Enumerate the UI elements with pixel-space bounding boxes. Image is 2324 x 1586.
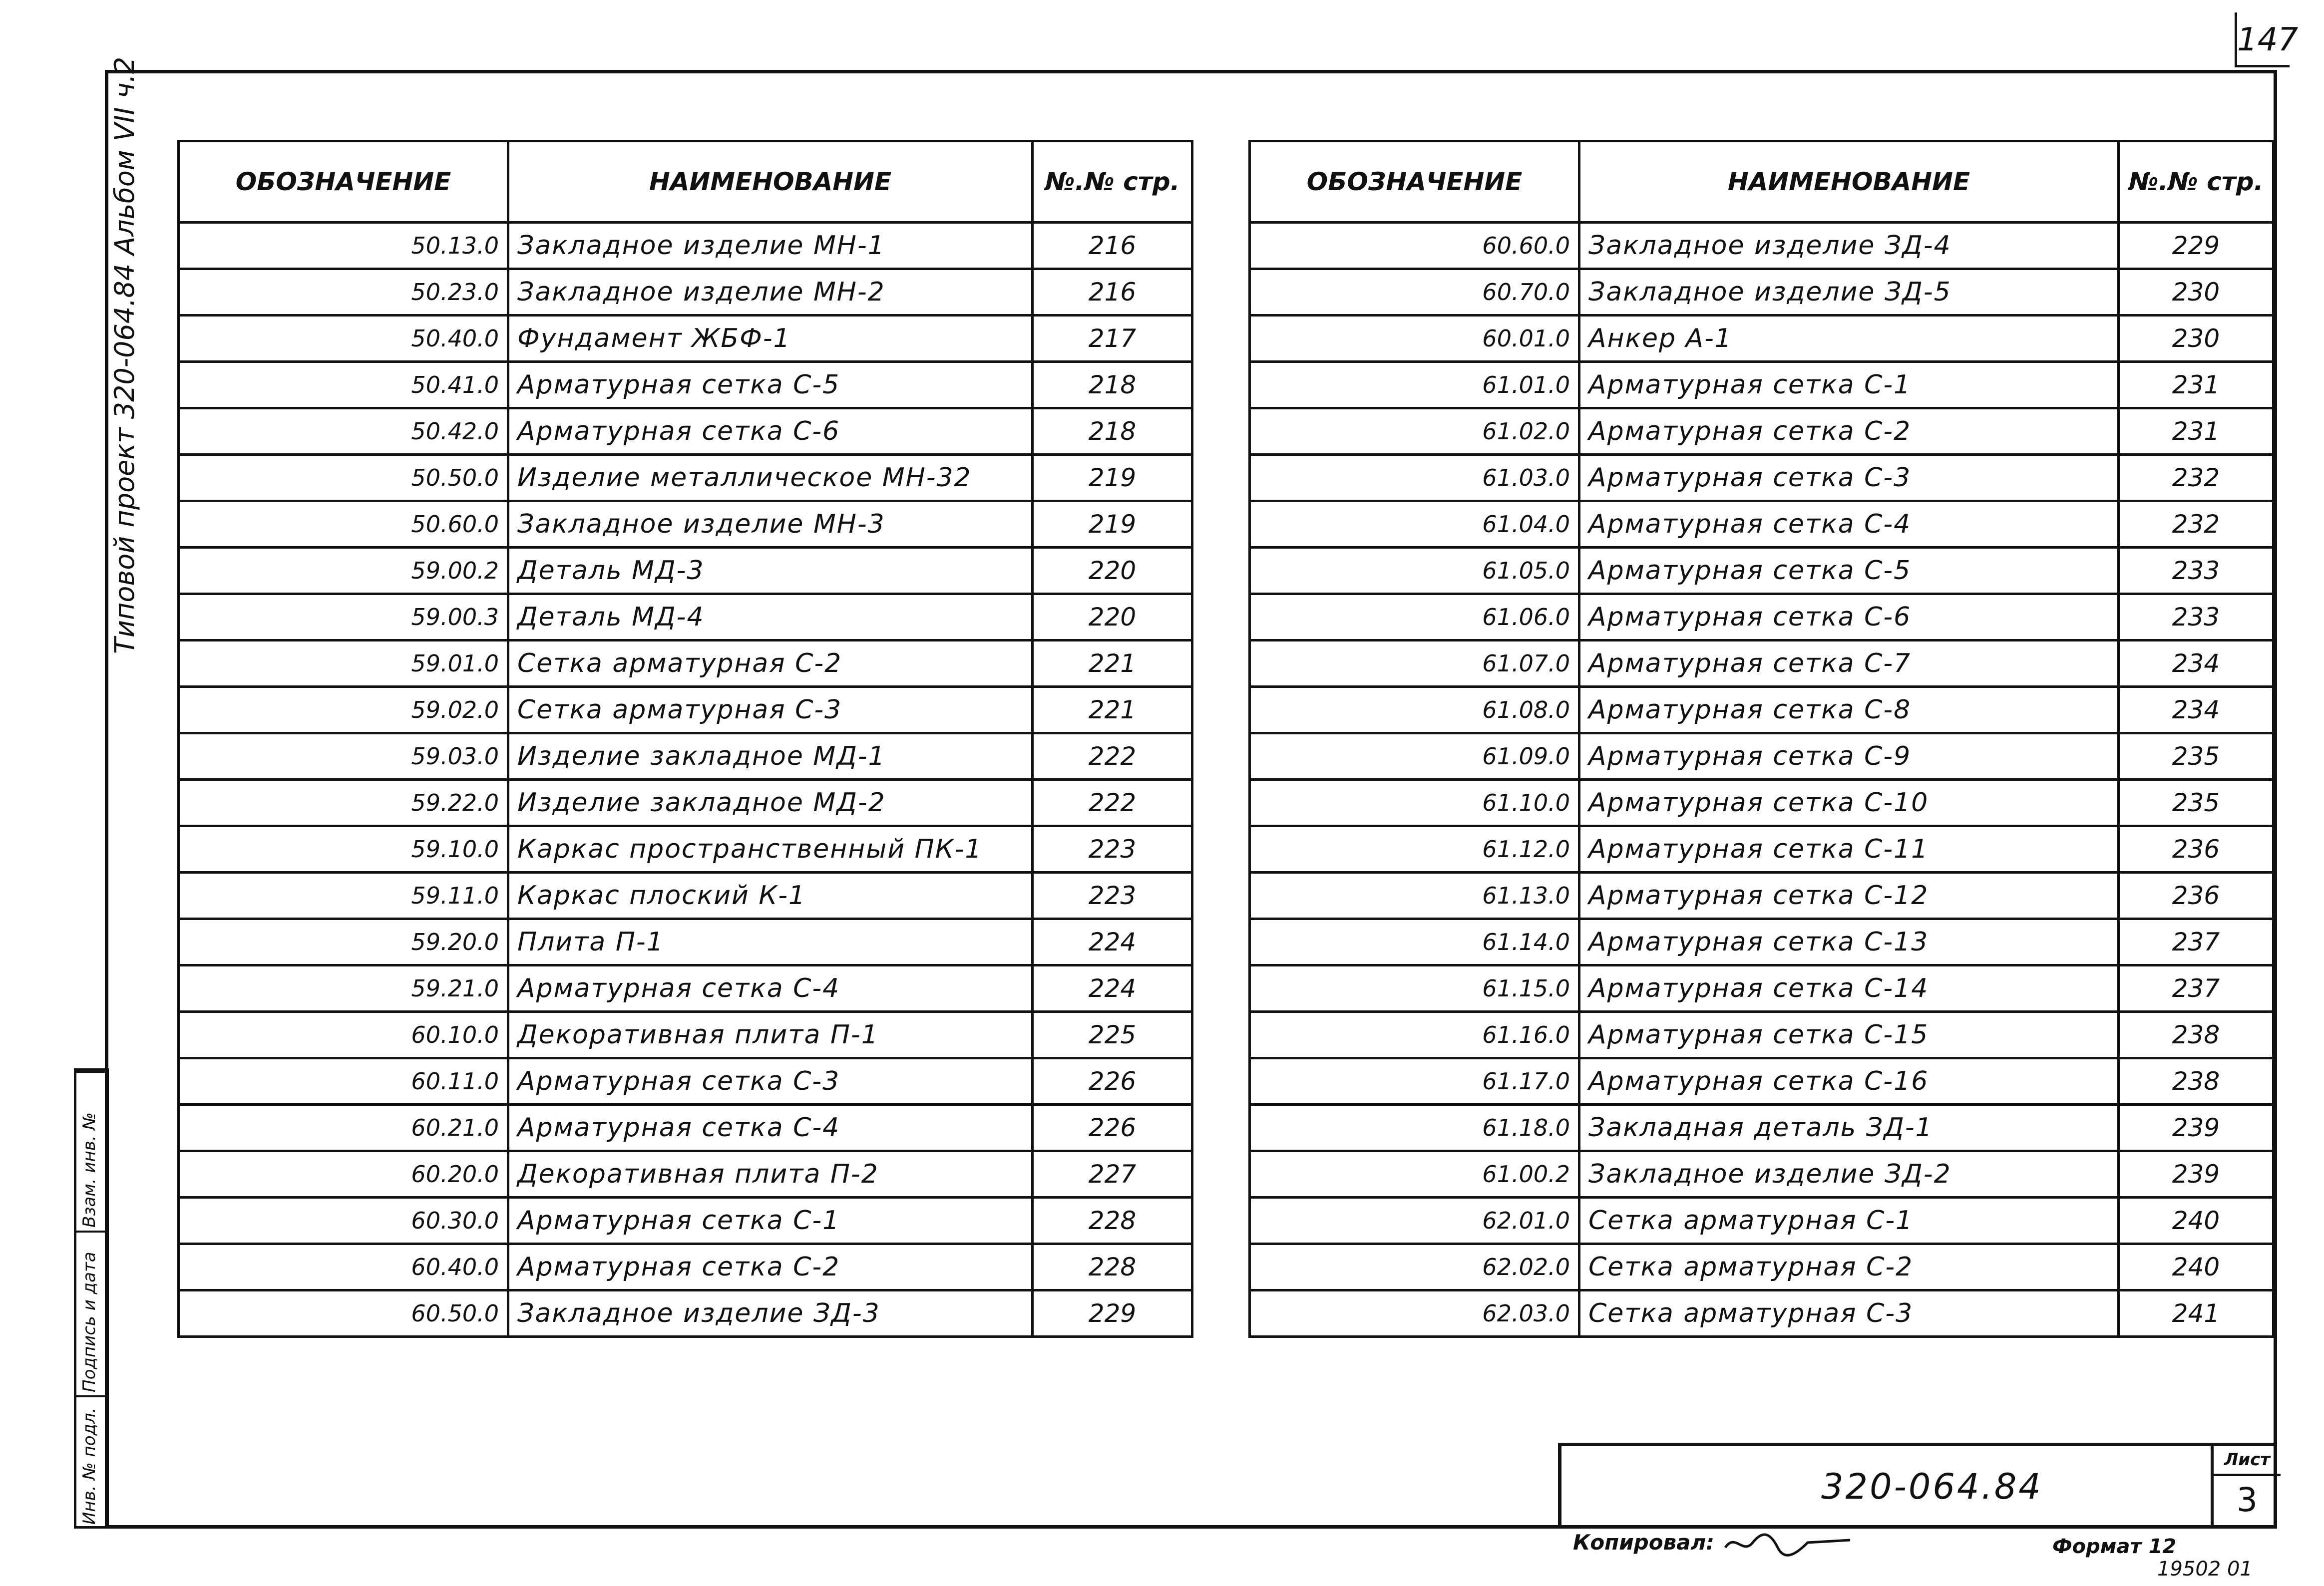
row-code: 59.22.0 (179, 780, 508, 826)
row-name: Арматурная сетка С-2 (1579, 408, 2119, 455)
row-name: Деталь МД-3 (508, 548, 1033, 594)
row-name: Анкер А-1 (1579, 316, 2119, 362)
row-code: 61.14.0 (1250, 919, 1579, 965)
document-code: 320-064.84 (1821, 1466, 2043, 1507)
row-code: 59.02.0 (179, 687, 508, 733)
row-name: Арматурная сетка С-1 (1579, 362, 2119, 408)
archive-number: 19502 01 (2157, 1558, 2253, 1581)
row-code: 61.15.0 (1250, 965, 1579, 1012)
table-row (1250, 408, 2274, 455)
row-page: 231 (2119, 362, 2274, 408)
table-row (179, 826, 1192, 873)
sheet-format: Формат 12 (2052, 1535, 2177, 1558)
table-row (179, 594, 1192, 640)
row-name: Арматурная сетка С-16 (1579, 1058, 2119, 1105)
row-code: 61.17.0 (1250, 1058, 1579, 1105)
row-name: Деталь МД-4 (508, 594, 1033, 640)
row-name: Арматурная сетка С-12 (1579, 873, 2119, 919)
row-code: 60.60.0 (1250, 223, 1579, 269)
row-page: 218 (1033, 362, 1192, 408)
row-page: 234 (2119, 640, 2274, 687)
table-row (179, 1290, 1192, 1337)
row-name: Каркас плоский К-1 (508, 873, 1033, 919)
row-name: Изделие закладное МД-2 (508, 780, 1033, 826)
row-page: 237 (2119, 965, 2274, 1012)
row-page: 236 (2119, 873, 2274, 919)
row-page: 236 (2119, 826, 2274, 873)
row-page: 224 (1033, 919, 1192, 965)
row-code: 61.07.0 (1250, 640, 1579, 687)
row-page: 222 (1033, 780, 1192, 826)
row-name: Арматурная сетка С-15 (1579, 1012, 2119, 1058)
table-row (1250, 873, 2274, 919)
row-code: 50.50.0 (179, 455, 508, 501)
row-code: 50.60.0 (179, 501, 508, 548)
table-row (1250, 780, 2274, 826)
table-row (1250, 316, 2274, 362)
row-name: Арматурная сетка С-2 (508, 1244, 1033, 1290)
table-row (179, 1198, 1192, 1244)
row-code: 61.03.0 (1250, 455, 1579, 501)
table-row (179, 687, 1192, 733)
table-row (1250, 548, 2274, 594)
row-page: 230 (2119, 269, 2274, 316)
table-row (179, 548, 1192, 594)
column-header-page: №.№ стр. (1033, 141, 1192, 223)
table-row (1250, 1198, 2274, 1244)
row-page: 220 (1033, 594, 1192, 640)
row-code: 62.02.0 (1250, 1244, 1579, 1290)
table-row (1250, 501, 2274, 548)
row-code: 61.12.0 (1250, 826, 1579, 873)
table-row (179, 1151, 1192, 1198)
table-row (1250, 1244, 2274, 1290)
row-page: 233 (2119, 548, 2274, 594)
row-page: 220 (1033, 548, 1192, 594)
row-page: 216 (1033, 223, 1192, 269)
row-code: 59.00.3 (179, 594, 508, 640)
row-page: 240 (2119, 1244, 2274, 1290)
stamp-label-replacement: Взам. инв. № (79, 1112, 99, 1228)
row-name: Арматурная сетка С-13 (1579, 919, 2119, 965)
row-code: 61.00.2 (1250, 1151, 1579, 1198)
row-name: Каркас пространственный ПК-1 (508, 826, 1033, 873)
title-block (1558, 1443, 2277, 1529)
row-code: 60.11.0 (179, 1058, 508, 1105)
table-row (179, 362, 1192, 408)
page-number: 147 (2235, 12, 2290, 67)
table-row (1250, 733, 2274, 780)
row-page: 231 (2119, 408, 2274, 455)
row-name: Арматурная сетка С-1 (508, 1198, 1033, 1244)
column-header-name: НАИМЕНОВАНИЕ (508, 141, 1033, 223)
stamp-cell-replacement (76, 1071, 106, 1231)
row-name: Арматурная сетка С-9 (1579, 733, 2119, 780)
row-code: 61.02.0 (1250, 408, 1579, 455)
row-name: Арматурная сетка С-4 (508, 1105, 1033, 1151)
table-row (1250, 455, 2274, 501)
row-code: 59.10.0 (179, 826, 508, 873)
row-page: 225 (1033, 1012, 1192, 1058)
row-page: 223 (1033, 826, 1192, 873)
row-code: 50.13.0 (179, 223, 508, 269)
table-row (1250, 223, 2274, 269)
table-row (1250, 1105, 2274, 1151)
row-code: 50.23.0 (179, 269, 508, 316)
row-name: Сетка арматурная С-3 (1579, 1290, 2119, 1337)
table-row (179, 455, 1192, 501)
table-row (1250, 1058, 2274, 1105)
table-row (1250, 965, 2274, 1012)
row-code: 61.16.0 (1250, 1012, 1579, 1058)
sheet-label: Лист (2214, 1446, 2281, 1476)
row-name: Арматурная сетка С-7 (1579, 640, 2119, 687)
row-page: 241 (2119, 1290, 2274, 1337)
row-name: Фундамент ЖБФ-1 (508, 316, 1033, 362)
row-code: 60.50.0 (179, 1290, 508, 1337)
stamp-cell-inventory (76, 1395, 106, 1526)
row-page: 221 (1033, 640, 1192, 687)
row-page: 228 (1033, 1198, 1192, 1244)
row-code: 61.13.0 (1250, 873, 1579, 919)
row-code: 60.10.0 (179, 1012, 508, 1058)
row-name: Закладное изделие ЗД-4 (1579, 223, 2119, 269)
row-name: Изделие металлическое МН-32 (508, 455, 1033, 501)
sheet-cell (2211, 1446, 2281, 1529)
table-row (179, 1244, 1192, 1290)
row-name: Закладное изделие ЗД-5 (1579, 269, 2119, 316)
left-contents-table (177, 140, 1193, 1338)
row-name: Декоративная плита П-2 (508, 1151, 1033, 1198)
row-page: 217 (1033, 316, 1192, 362)
table-row (1250, 640, 2274, 687)
row-name: Арматурная сетка С-3 (508, 1058, 1033, 1105)
table-row (179, 965, 1192, 1012)
table-row (179, 1012, 1192, 1058)
table-row (1250, 362, 2274, 408)
row-page: 235 (2119, 733, 2274, 780)
stamp-label-signature: Подпись и дата (79, 1252, 99, 1392)
row-code: 60.70.0 (1250, 269, 1579, 316)
row-code: 61.08.0 (1250, 687, 1579, 733)
row-code: 61.10.0 (1250, 780, 1579, 826)
row-page: 223 (1033, 873, 1192, 919)
row-page: 216 (1033, 269, 1192, 316)
row-page: 219 (1033, 455, 1192, 501)
row-code: 62.01.0 (1250, 1198, 1579, 1244)
row-code: 59.01.0 (179, 640, 508, 687)
table-row (179, 501, 1192, 548)
row-code: 62.03.0 (1250, 1290, 1579, 1337)
table-row (1250, 826, 2274, 873)
row-page: 239 (2119, 1151, 2274, 1198)
row-name: Арматурная сетка С-4 (1579, 501, 2119, 548)
row-page: 218 (1033, 408, 1192, 455)
column-header-code: ОБОЗНАЧЕНИЕ (179, 141, 508, 223)
row-code: 59.00.2 (179, 548, 508, 594)
row-code: 50.40.0 (179, 316, 508, 362)
table-row (179, 408, 1192, 455)
row-name: Закладное изделие ЗД-3 (508, 1290, 1033, 1337)
row-code: 60.21.0 (179, 1105, 508, 1151)
row-code: 60.01.0 (1250, 316, 1579, 362)
row-name: Арматурная сетка С-4 (508, 965, 1033, 1012)
row-name: Декоративная плита П-1 (508, 1012, 1033, 1058)
row-name: Арматурная сетка С-5 (1579, 548, 2119, 594)
row-code: 50.42.0 (179, 408, 508, 455)
row-page: 237 (2119, 919, 2274, 965)
row-name: Сетка арматурная С-2 (508, 640, 1033, 687)
row-name: Закладное изделие МН-3 (508, 501, 1033, 548)
copied-by-label: Копировал: (1573, 1530, 1715, 1555)
row-page: 238 (2119, 1012, 2274, 1058)
row-code: 59.21.0 (179, 965, 508, 1012)
row-name: Закладное изделие ЗД-2 (1579, 1151, 2119, 1198)
row-page: 229 (2119, 223, 2274, 269)
row-page: 227 (1033, 1151, 1192, 1198)
table-row (1250, 1290, 2274, 1337)
row-code: 61.18.0 (1250, 1105, 1579, 1151)
table-row (1250, 919, 2274, 965)
table-row (179, 873, 1192, 919)
row-code: 61.04.0 (1250, 501, 1579, 548)
album-side-title: Типовой проект 320-064.84 Альбом VII ч.2 (109, 56, 140, 654)
row-page: 221 (1033, 687, 1192, 733)
row-page: 222 (1033, 733, 1192, 780)
table-row (179, 780, 1192, 826)
approval-stamp-strip (74, 1068, 109, 1529)
row-page: 232 (2119, 501, 2274, 548)
table-row (1250, 269, 2274, 316)
row-code: 61.09.0 (1250, 733, 1579, 780)
table-row (179, 919, 1192, 965)
row-name: Арматурная сетка С-6 (1579, 594, 2119, 640)
row-code: 60.20.0 (179, 1151, 508, 1198)
row-name: Закладная деталь ЗД-1 (1579, 1105, 2119, 1151)
row-code: 59.11.0 (179, 873, 508, 919)
row-code: 61.06.0 (1250, 594, 1579, 640)
row-page: 235 (2119, 780, 2274, 826)
copyist-signature (1723, 1528, 1853, 1558)
sheet-number: 3 (2237, 1481, 2258, 1519)
stamp-label-inventory: Инв. № подл. (79, 1407, 99, 1525)
row-name: Арматурная сетка С-8 (1579, 687, 2119, 733)
table-row (179, 269, 1192, 316)
table-row (1250, 1012, 2274, 1058)
row-name: Арматурная сетка С-14 (1579, 965, 2119, 1012)
row-page: 234 (2119, 687, 2274, 733)
table-row (179, 1058, 1192, 1105)
row-page: 228 (1033, 1244, 1192, 1290)
row-name: Закладное изделие МН-2 (508, 269, 1033, 316)
row-code: 50.41.0 (179, 362, 508, 408)
row-name: Сетка арматурная С-1 (1579, 1198, 2119, 1244)
row-page: 226 (1033, 1058, 1192, 1105)
row-page: 230 (2119, 316, 2274, 362)
row-code: 60.40.0 (179, 1244, 508, 1290)
table-row (1250, 687, 2274, 733)
row-name: Арматурная сетка С-3 (1579, 455, 2119, 501)
row-page: 240 (2119, 1198, 2274, 1244)
row-name: Плита П-1 (508, 919, 1033, 965)
column-header-name: НАИМЕНОВАНИЕ (1579, 141, 2119, 223)
row-name: Сетка арматурная С-2 (1579, 1244, 2119, 1290)
row-page: 232 (2119, 455, 2274, 501)
table-row (179, 640, 1192, 687)
column-header-code: ОБОЗНАЧЕНИЕ (1250, 141, 1579, 223)
table-row (179, 733, 1192, 780)
table-row (179, 223, 1192, 269)
row-code: 60.30.0 (179, 1198, 508, 1244)
row-name: Арматурная сетка С-6 (508, 408, 1033, 455)
row-name: Закладное изделие МН-1 (508, 223, 1033, 269)
row-page: 239 (2119, 1105, 2274, 1151)
row-page: 229 (1033, 1290, 1192, 1337)
row-name: Арматурная сетка С-5 (508, 362, 1033, 408)
row-page: 224 (1033, 965, 1192, 1012)
row-code: 61.01.0 (1250, 362, 1579, 408)
row-page: 219 (1033, 501, 1192, 548)
table-row (179, 1105, 1192, 1151)
row-page: 226 (1033, 1105, 1192, 1151)
table-row (1250, 1151, 2274, 1198)
row-page: 238 (2119, 1058, 2274, 1105)
row-name: Сетка арматурная С-3 (508, 687, 1033, 733)
row-name: Арматурная сетка С-11 (1579, 826, 2119, 873)
table-row (179, 316, 1192, 362)
row-code: 61.05.0 (1250, 548, 1579, 594)
table-row (1250, 594, 2274, 640)
row-code: 59.03.0 (179, 733, 508, 780)
column-header-page: №.№ стр. (2119, 141, 2274, 223)
right-contents-table (1248, 140, 2275, 1338)
row-code: 59.20.0 (179, 919, 508, 965)
row-name: Изделие закладное МД-1 (508, 733, 1033, 780)
row-page: 233 (2119, 594, 2274, 640)
row-name: Арматурная сетка С-10 (1579, 780, 2119, 826)
